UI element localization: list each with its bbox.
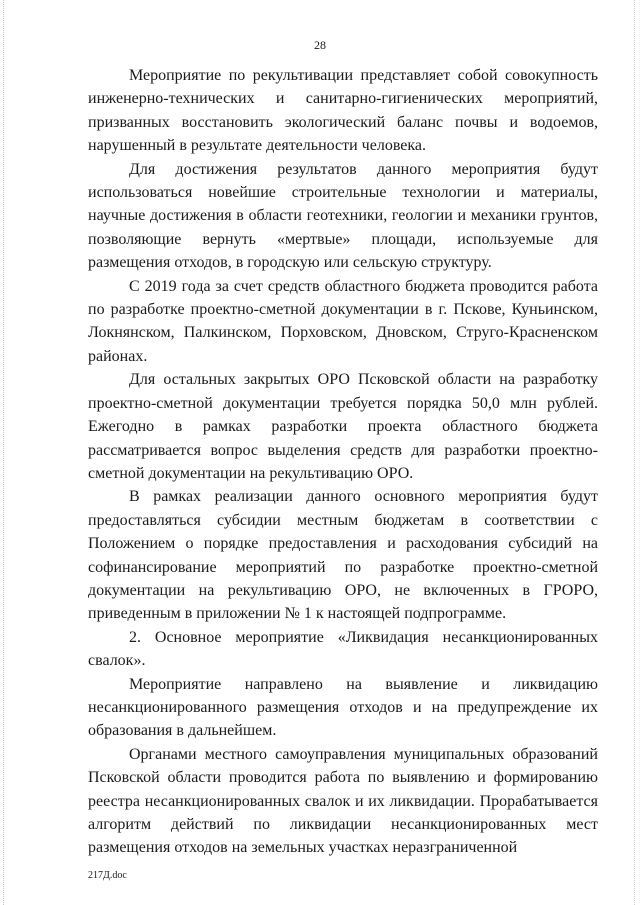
paragraph-technologies: Для достижения результатов данного мероприятия будут использоваться новейшие строительные технологии и материалы, научные достижения в области геотехники, геологии и механики грунтов, позволяющие вернуть «мертвые» площади, используемые для размещения отходов, в городскую или сельскую структуру.	[88, 160, 598, 272]
footer-filename: 217Д.doc	[88, 870, 127, 881]
paragraph-remaining-oro: Для остальных закрытых ОРО Псковской области на разработку проектно-сметной документации требуется порядка 50,0 млн рублей. Ежегодно в рамках разработки проекта областного бюджета рассматривается вопрос выделения средств для разработки проектно-сметной документации на рекультивацию ОРО.	[88, 371, 598, 482]
paragraph-activity-aim: Мероприятие направлено на выявление и ликвидацию несанкционированного размещения отходов и на предупреждение их образования в дальнейшем.	[88, 675, 598, 740]
paragraph-recultivation-definition: Мероприятие по рекультивации представляет собой совокупность инженерно-технических и санитарно-гигиенических мероприятий, призванных восстановить экологический баланс почвы и водоемов, нарушенный в результате деятельности человека.	[88, 67, 598, 155]
paragraph-subsidies: В рамках реализации данного основного мероприятия будут предоставляться субсидии местным бюджетам в соответствии с Положением о порядке предоставления и расходования субсидий на софинансирование мероприятий по разработке проектно-сметной документации на рекультивацию ОРО, не включенных в ГРОРО, приведенным в приложении № 1 к настоящей подпрограмме.	[88, 488, 598, 623]
paragraph-2019-works: С 2019 года за счет средств областного бюджета проводится работа по разработке проектно-сметной документации в г. Пскове, Куньинском, Локнянском, Палкинском, Порховском, Дновском, Струго-Красненском районах.	[88, 277, 598, 365]
document-body	[88, 64, 598, 860]
paragraph-main-activity-2: 2. Основное мероприятие «Ликвидация несанкционированных свалок».	[88, 628, 598, 670]
right-page-edge	[634, 0, 635, 905]
page-number: 28	[314, 38, 326, 52]
left-page-edge	[3, 0, 4, 905]
paragraph-local-authorities: Органами местного самоуправления муниципальных образований Псковской области проводится работа по выявлению и формированию реестра несанкционированных свалок и их ликвидации. Прорабатывается алгоритм действий по ликвидации несанкционированных мест размещения отходов на земельных участках неразграниченной	[88, 745, 598, 857]
